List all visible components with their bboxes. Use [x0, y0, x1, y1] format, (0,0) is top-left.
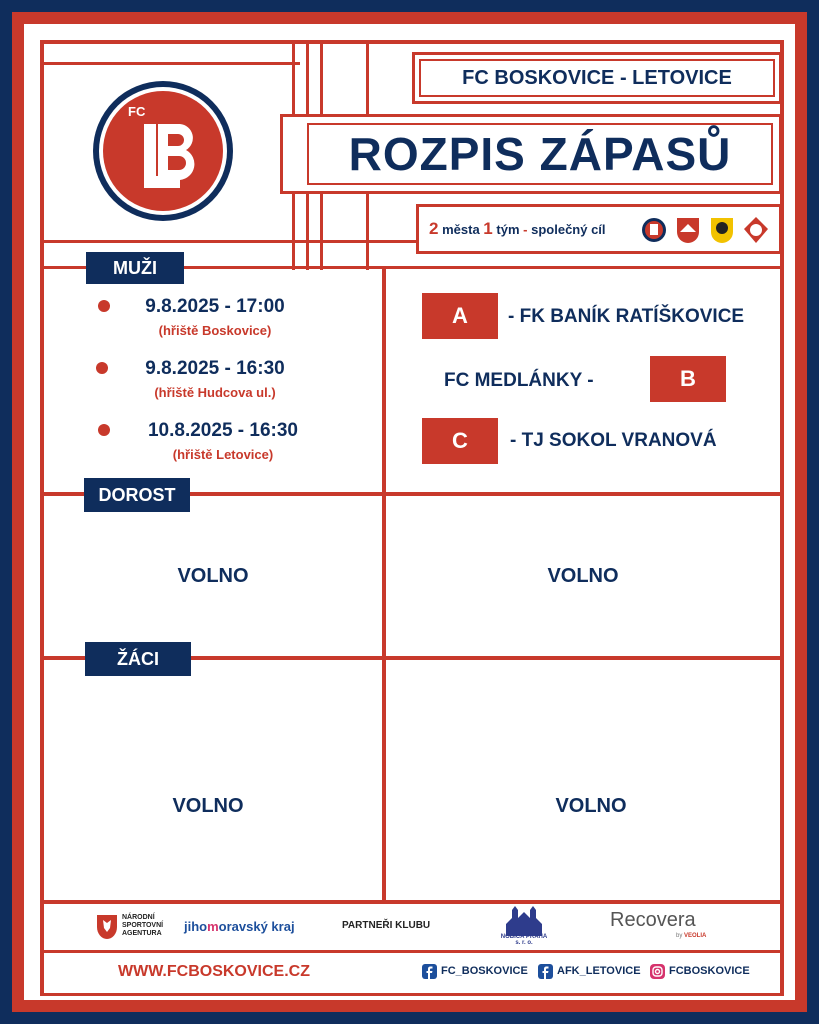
zaci-left-status: VOLNO — [172, 794, 244, 817]
match-date: 9.8.2025 - 17:00 — [145, 296, 285, 317]
dorost-right-status: VOLNO — [547, 564, 619, 587]
badge-letovice-icon — [709, 216, 735, 244]
badge-fclb-icon — [641, 216, 667, 244]
club-logo: FC — [92, 80, 234, 222]
match-venue: (hřiště Letovice) — [172, 447, 274, 462]
match-bullet — [98, 424, 110, 436]
website-link[interactable]: WWW.FCBOSKOVICE.CZ — [118, 963, 310, 980]
motto: 2 města 1 tým - společný cíl — [429, 219, 606, 238]
team-name: - FK BANÍK RATÍŠKOVICE — [508, 306, 745, 327]
social-handle[interactable]: FCBOSKOVICE — [669, 965, 750, 977]
title-box — [280, 114, 782, 194]
team-name: - TJ SOKOL VRANOVÁ — [510, 430, 717, 451]
section-label-dorost: DOROST — [84, 478, 190, 512]
social-handle[interactable]: FC_BOSKOVICE — [441, 965, 528, 977]
nobica-text: NOBICA PRAHA s. r. o. — [500, 934, 548, 946]
recovera-logo: Recovera — [610, 909, 696, 931]
match-venue: (hřiště Hudcova ul.) — [154, 385, 276, 400]
match-date: 9.8.2025 - 16:30 — [145, 358, 285, 379]
nsa-text: NÁRODNÍ SPORTOVNÍ AGENTURA — [122, 914, 164, 937]
nsa-lion-icon — [96, 914, 118, 940]
match-bullet — [96, 362, 108, 374]
recovera-by: by VEOLIA — [676, 933, 707, 939]
club-name: FC BOSKOVICE - LETOVICE — [419, 59, 775, 97]
instagram-icon — [650, 964, 665, 979]
team-name: FC MEDLÁNKY - — [444, 370, 594, 391]
team-box-b: B — [650, 356, 726, 402]
facebook-icon — [422, 964, 437, 979]
club-name-box — [412, 52, 782, 104]
match-date: 10.8.2025 - 16:30 — [147, 420, 298, 441]
section-label-zaci: ŽÁCI — [85, 642, 191, 676]
facebook-icon — [538, 964, 553, 979]
section-label-muzi: MUŽI — [86, 252, 184, 284]
motto-box — [416, 204, 782, 254]
match-venue: (hřiště Boskovice) — [158, 323, 272, 338]
dorost-left-status: VOLNO — [177, 564, 249, 587]
team-box-c: C — [422, 418, 498, 464]
zaci-right-status: VOLNO — [555, 794, 627, 817]
badge-afk-icon — [743, 216, 769, 244]
team-box-a: A — [422, 293, 498, 339]
match-bullet — [98, 300, 110, 312]
partners-label: PARTNEŘI KLUBU — [342, 920, 431, 931]
jmk-logo: jihomoravský kraj — [184, 919, 295, 934]
nobica-castle-icon — [502, 906, 546, 936]
page-title: ROZPIS ZÁPASŮ — [307, 123, 773, 185]
badge-boskovice-icon — [675, 216, 701, 244]
social-handle[interactable]: AFK_LETOVICE — [557, 965, 641, 977]
